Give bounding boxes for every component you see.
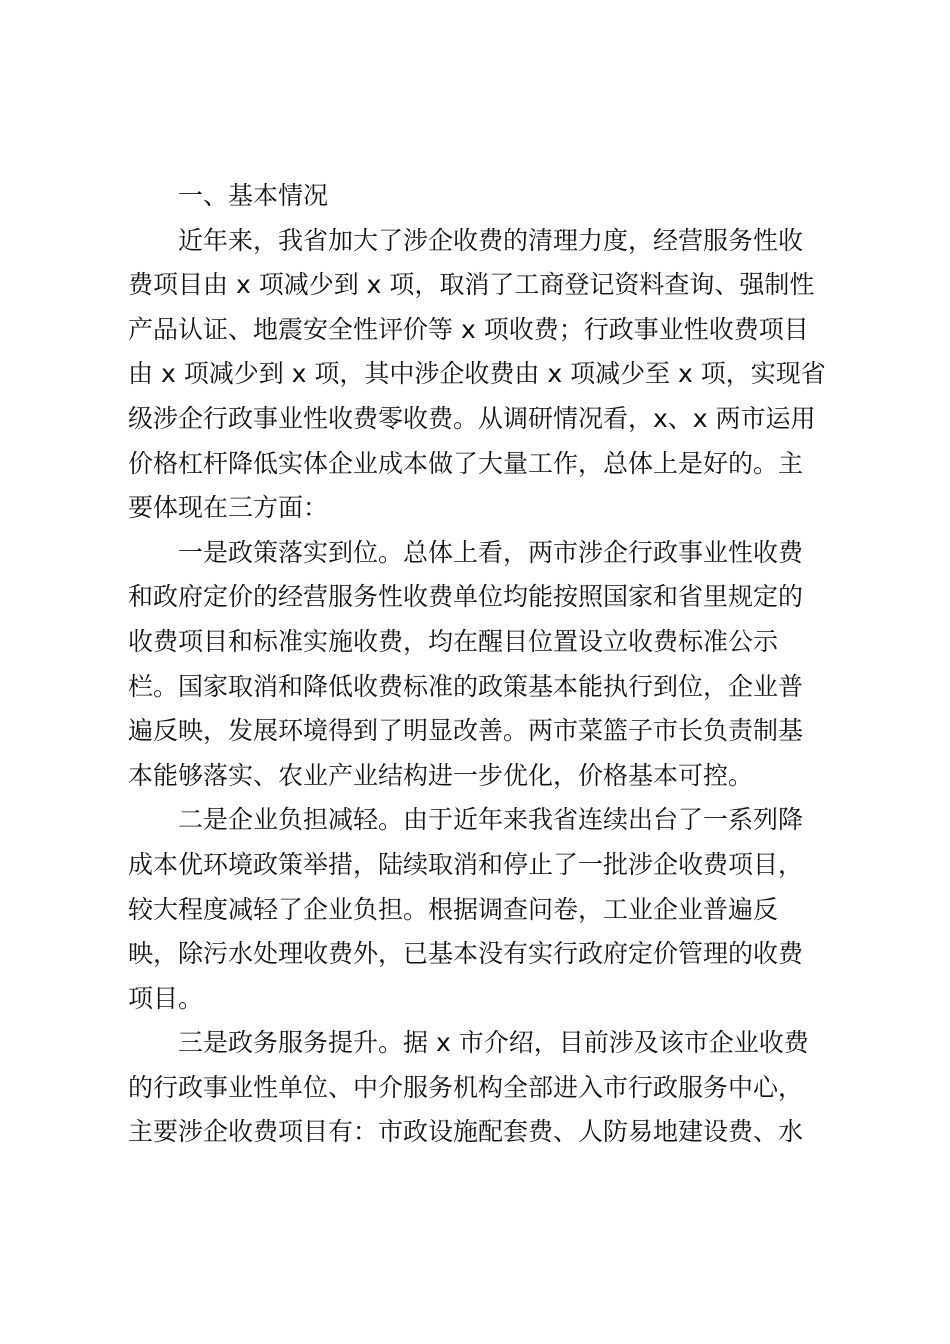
paragraph-4: [128, 1021, 822, 1155]
paragraph-line: 由 x 项减少到 x 项，其中涉企收费由 x 项减少至 x 项，实现省: [128, 359, 826, 389]
paragraph-line: 一是政策落实到位。总体上看，两市涉企行政事业性收费: [178, 537, 804, 567]
paragraph-line: 和政府定价的经营服务性收费单位均能按照国家和省里规定的: [128, 582, 804, 612]
paragraph-line: 三是政务服务提升。据 x 市介绍，目前涉及该市企业收费: [178, 1028, 809, 1058]
paragraph-line: 成本优环境政策举措，陆续取消和停止了一批涉企收费项目，: [128, 849, 804, 879]
paragraph-line: 收费项目和标准实施收费，均在醒目位置设立收费标准公示: [128, 626, 779, 656]
paragraph-line: 级涉企行政事业性收费零收费。从调研情况看，x、x 两市运用: [128, 403, 816, 433]
paragraph-2: [128, 531, 822, 799]
document-body: [128, 174, 826, 1155]
paragraph-line: 费项目由 x 项减少到 x 项，取消了工商登记资料查询、强制性: [128, 270, 815, 300]
paragraph-line: 近年来，我省加大了涉企收费的清理力度，经营服务性收: [178, 225, 804, 255]
paragraph-line: 价格杠杆降低实体企业成本做了大量工作，总体上是好的。主: [128, 448, 804, 478]
section-heading: 一、基本情况: [178, 181, 329, 210]
paragraph-line: 产品认证、地震安全性评价等 x 项收费；行政事业性收费项目: [128, 314, 809, 344]
paragraph-line: 遍反映，发展环境得到了明显改善。两市菜篮子市长负责制基: [128, 716, 804, 746]
paragraph-line: 本能够落实、农业产业结构进一步优化，价格基本可控。: [128, 760, 754, 790]
paragraph-line: 的行政事业性单位、中介服务机构全部进入市行政服务中心，: [128, 1072, 804, 1102]
paragraph-3: [128, 798, 822, 1021]
paragraph-1: [128, 219, 826, 531]
paragraph-line: 主要涉企收费项目有：市政设施配套费、人防易地建设费、水: [128, 1117, 804, 1147]
paragraph-line: 映，除污水处理收费外，已基本没有实行政府定价管理的收费: [128, 939, 804, 969]
paragraph-line: 要体现在三方面：: [128, 493, 329, 523]
paragraph-line: 较大程度减轻了企业负担。根据调查问卷，工业企业普遍反: [128, 894, 779, 924]
paragraph-line: 栏。国家取消和降低收费标准的政策基本能执行到位，企业普: [128, 671, 804, 701]
paragraph-line: 项目。: [128, 983, 204, 1013]
paragraph-line: 二是企业负担减轻。由于近年来我省连续出台了一系列降: [178, 805, 804, 835]
